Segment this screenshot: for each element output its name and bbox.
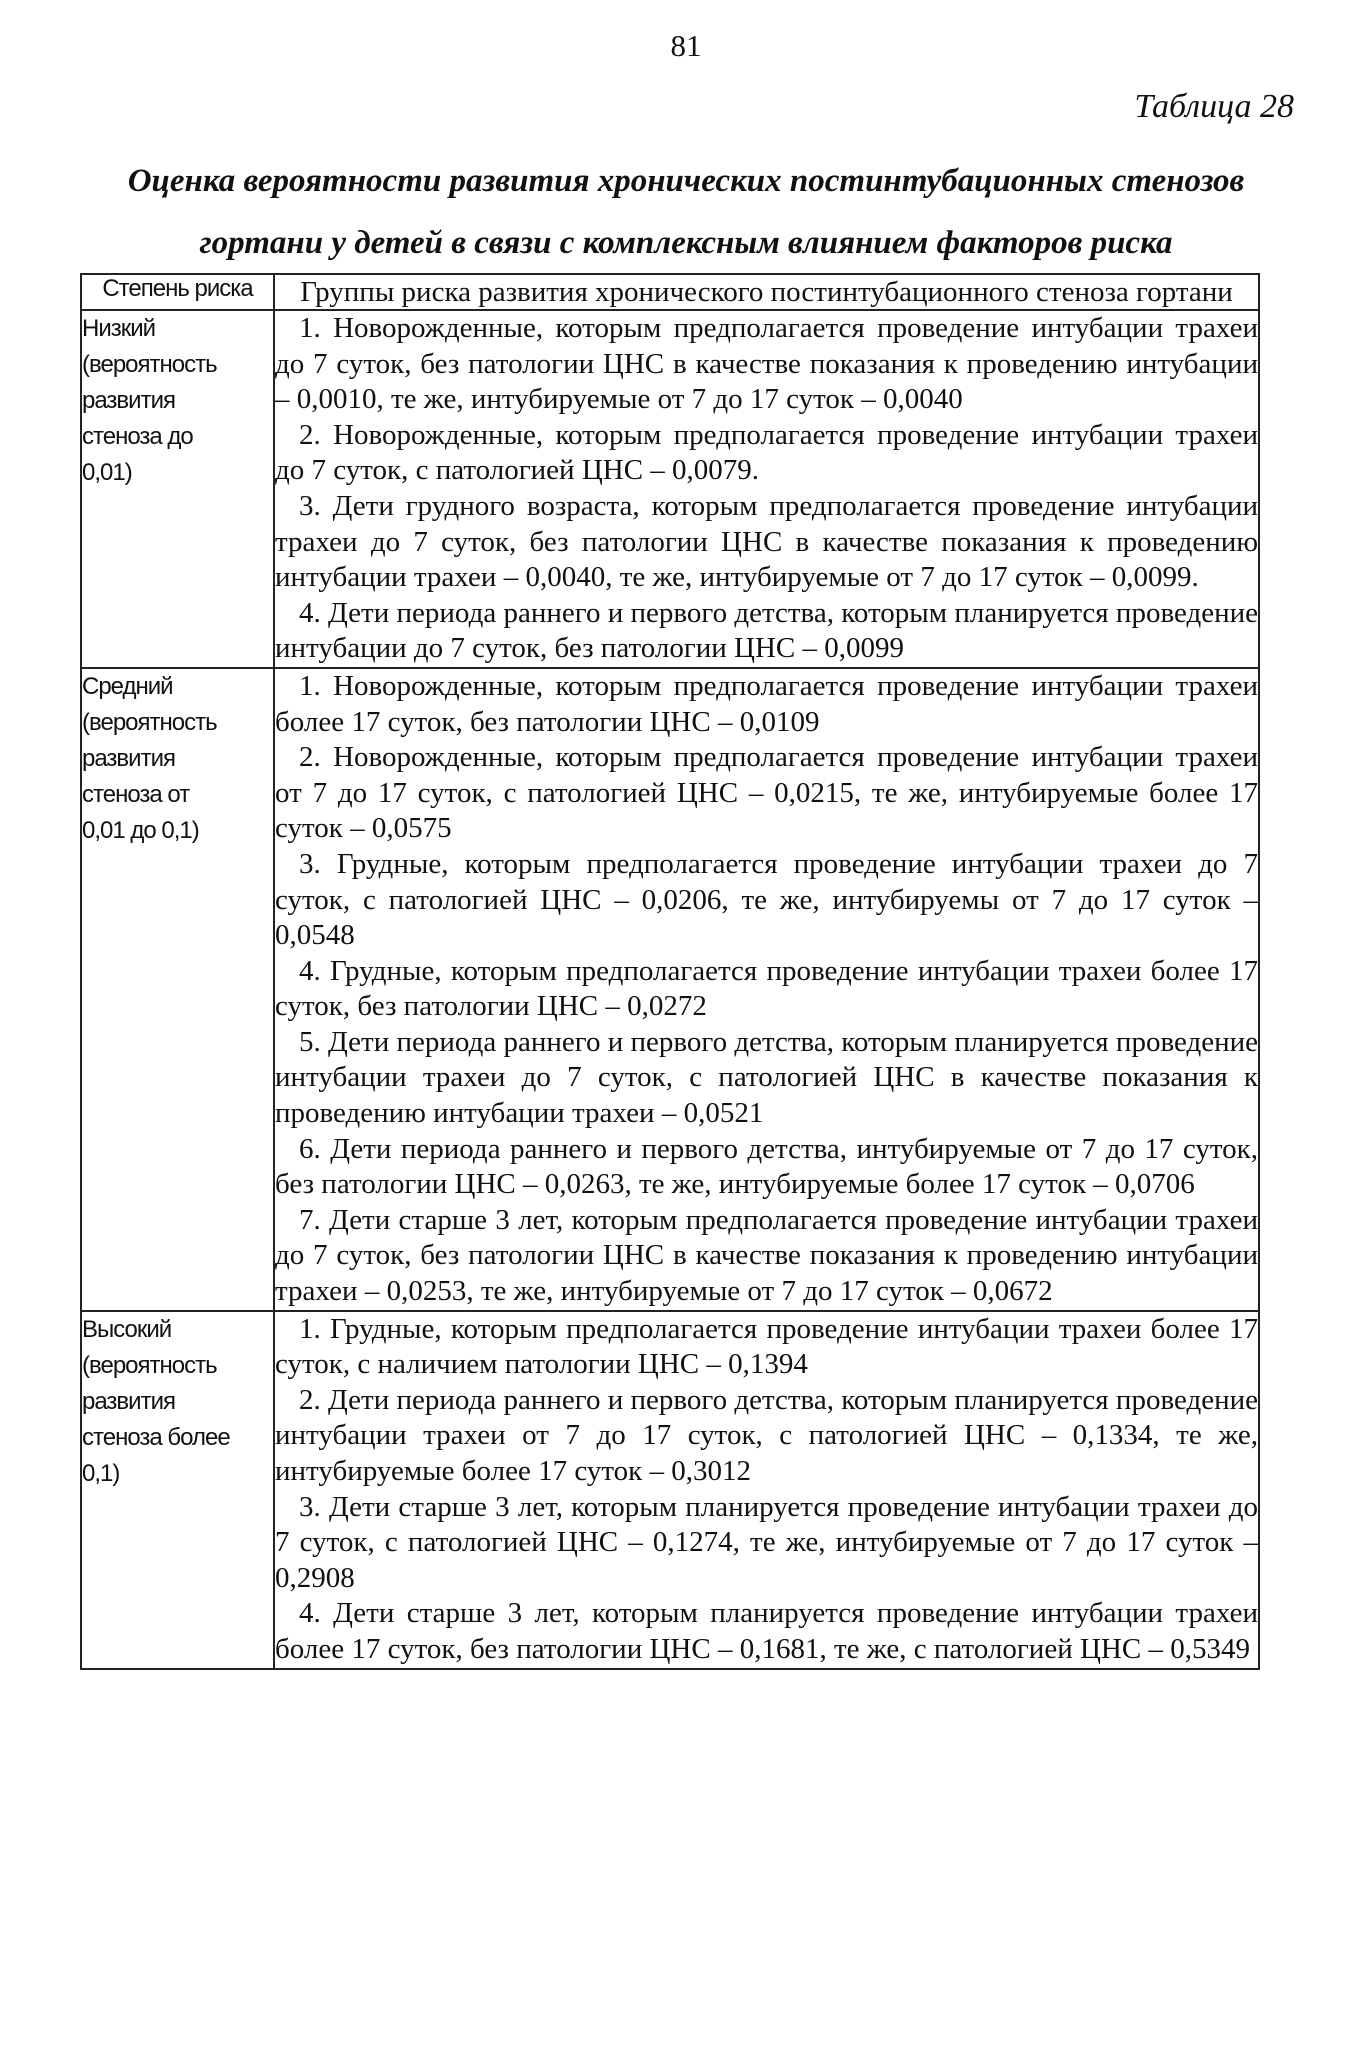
risk-level-name: Высокий — [82, 1315, 172, 1343]
risk-group-item: 1. Грудные, которым предполагается проведение интубации трахеи более 17 суток, с наличием патологии ЦНС – 0,1394 — [275, 1312, 1258, 1381]
title-line-2: гортани у детей в связи с комплексным влиянием факторов риска — [199, 225, 1173, 261]
risk-group-item: 1. Новорожденные, которым предполагается проведение интубации трахеи более 17 суток, без патологии ЦНС – 0,0109 — [275, 669, 1258, 738]
risk-group-item: 4. Дети старше 3 лет, которым планируется проведение интубации трахеи более 17 суток, без патологии ЦНС – 0,1681, те же, с патологией ЦНС – 0,5349 — [275, 1597, 1258, 1665]
risk-level-text: развития — [82, 1387, 175, 1415]
page-number: 81 — [670, 28, 702, 63]
table-header-row — [81, 274, 1259, 310]
risk-group-item: 3. Грудные, которым предполагается проведение интубации трахеи до 7 суток, с патологией ЦНС – 0,0206, те же, интубируемы от 7 до 17 суток – 0,0548 — [275, 847, 1258, 952]
risk-table — [80, 273, 1260, 1670]
risk-group-item: 6. Дети периода раннего и первого детства, интубируемые от 7 до 17 суток, без патологии ЦНС – 0,0263, те же, интубируемые более 17 суток – 0,0706 — [275, 1132, 1258, 1201]
risk-level-text: развития — [82, 744, 175, 772]
title-line-1: Оценка вероятности развития хронических постинтубационных стенозов — [127, 163, 1245, 199]
table-row — [81, 668, 1259, 1311]
risk-level-text: 0,01 до 0,1) — [82, 816, 199, 844]
risk-level-text: 0,1) — [82, 1459, 120, 1487]
risk-group-item: 5. Дети периода раннего и первого детства, которым планируется проведение интубации трахеи до 7 суток, с патологией ЦНС в качестве показания к проведению интубации трахеи – 0,0521 — [275, 1025, 1258, 1130]
header-risk-groups: Группы риска развития хронического постинтубационного стеноза гортани — [274, 274, 1259, 310]
risk-group-item: 2. Дети периода раннего и первого детства, которым планируется проведение интубации трахеи от 7 до 17 суток, с патологией ЦНС – 0,1334, те же, интубируемые более 17 суток – 0,3012 — [275, 1383, 1258, 1487]
risk-group-item: 4. Дети периода раннего и первого детства, которым планируется проведение интубации до 7 суток, без патологии ЦНС – 0,0099 — [275, 596, 1258, 665]
risk-level-name: Средний — [82, 672, 173, 700]
risk-level-text: стеноза до — [82, 423, 193, 450]
risk-level-cell — [81, 1311, 274, 1669]
risk-level-text: развития — [82, 387, 175, 414]
risk-level-cell — [81, 668, 274, 1311]
risk-level-text: (вероятность — [82, 708, 217, 736]
risk-groups-cell — [274, 1311, 1259, 1669]
header-risk-level: Степень риска — [81, 274, 274, 310]
risk-group-item: 7. Дети старше 3 лет, которым предполагается проведение интубации трахеи до 7 суток, без патологии ЦНС в качестве показания к проведению интубации трахеи – 0,0253, те же, интубируемые от 7 до 17 суток – 0,0672 — [275, 1203, 1258, 1308]
table-title — [60, 150, 1312, 274]
risk-group-item: 4. Грудные, которым предполагается проведение интубации трахеи более 17 суток, без патологии ЦНС – 0,0272 — [275, 954, 1258, 1023]
risk-level-text: стеноза более — [82, 1423, 230, 1451]
risk-level-text: (вероятность — [82, 351, 217, 378]
risk-level-text: 0,01) — [82, 459, 132, 486]
risk-group-item: 2. Новорожденные, которым предполагается проведение интубации трахеи от 7 до 17 суток, с патологией ЦНС – 0,0215, те же, интубируемые более 17 суток – 0,0575 — [275, 741, 1258, 845]
risk-group-item: 3. Дети старше 3 лет, которым планируется проведение интубации трахеи до 7 суток, с патологией ЦНС – 0,1274, те же, интубируемые от 7 до 17 суток – 0,2908 — [275, 1490, 1258, 1594]
risk-groups-cell — [274, 668, 1259, 1311]
risk-group-item: 2. Новорожденные, которым предполагается проведение интубации трахеи до 7 суток, с патологией ЦНС – 0,0079. — [275, 418, 1258, 487]
risk-level-text: (вероятность — [82, 1351, 217, 1379]
table-row — [81, 1311, 1259, 1669]
risk-level-text: стеноза от — [82, 780, 190, 808]
risk-level-cell — [81, 310, 274, 668]
risk-group-item: 1. Новорожденные, которым предполагается проведение интубации трахеи до 7 суток, без патологии ЦНС в качестве показания к проведению интубации – 0,0010, те же, интубируемые от 7 до 17 суток – 0,0040 — [275, 312, 1258, 416]
table-row — [81, 310, 1259, 668]
risk-level-name: Низкий — [82, 315, 156, 342]
table-label: Таблица 28 — [1134, 88, 1294, 125]
risk-groups-cell — [274, 310, 1259, 668]
risk-group-item: 3. Дети грудного возраста, которым предполагается проведение интубации трахеи до 7 суток, без патологии ЦНС в качестве показания к проведению интубации трахеи – 0,0040, те же, интубируемые от 7 до 17 суток – 0,0099. — [275, 489, 1258, 594]
